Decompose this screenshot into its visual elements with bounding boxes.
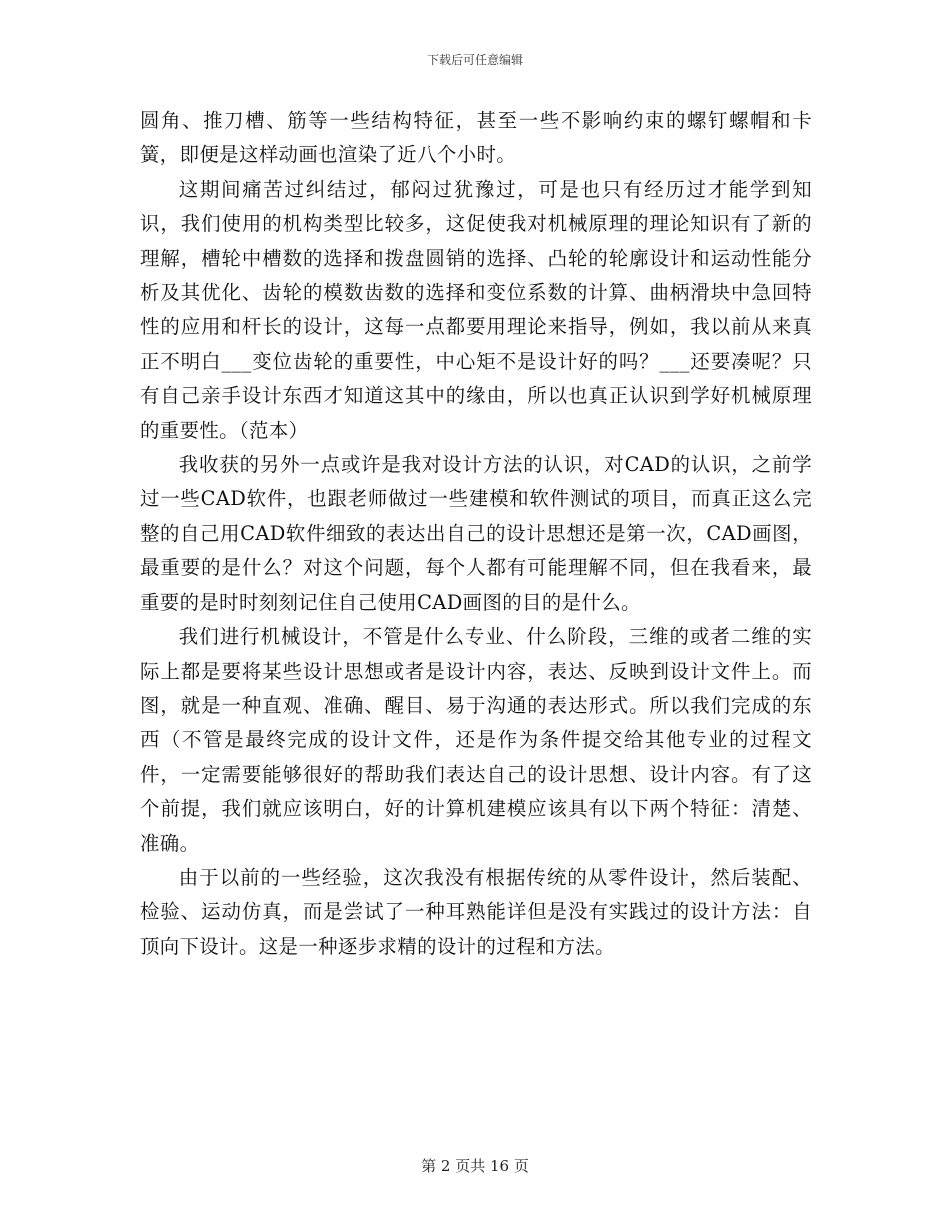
paragraph: 我收获的另外一点或许是我对设计方法的认识，对CAD的认识，之前学过一些CAD软件，也跟老师做过一些建模和软件测试的项目，而真正这么完整的自己用CAD软件细致的表达出自己的设计思想还是第一次，CAD画图，最重要的是什么？对这个问题，每个人都有可能理解不同，但在我看来，最重要的是时时刻刻记住自己使用CAD画图的目的是什么。 [140,453,812,614]
paragraph: 由于以前的一些经验，这次我没有根据传统的从零件设计，然后装配、检验、运动仿真，而是尝试了一种耳熟能详但是没有实践过的设计方法：自顶向下设计。这是一种逐步求精的设计的过程和方法。 [140,865,812,958]
paragraph: 我们进行机械设计，不管是什么专业、什么阶段，三维的或者二维的实际上都是要将某些设计思想或者是设计内容，表达、反映到设计文件上。而图，就是一种直观、准确、醒目、易于沟通的表达形式。所以我们完成的东西（不管是最终完成的设计文件，还是作为条件提交给其他专业的过程文件，一定需要能够很好的帮助我们表达自己的设计思想、设计内容。有了这个前提，我们就应该明白，好的计算机建模应该具有以下两个特征：清楚、准确。 [140,625,812,855]
page-number: 第 2 页共 16 页 [421,1157,529,1175]
paragraph-continued: 圆角、推刀槽、筋等一些结构特征，甚至一些不影响约束的螺钉螺帽和卡簧，即便是这样动画也渲染了近八个小时。 [140,109,812,167]
page-header-note: 下载后可任意编辑 [426,53,523,67]
document-body [140,104,812,964]
paragraph: 这期间痛苦过纠结过，郁闷过犹豫过，可是也只有经历过才能学到知识，我们使用的机构类型比较多，这促使我对机械原理的理论知识有了新的理解，槽轮中槽数的选择和拨盘圆销的选择、凸轮的轮廓设计和运动性能分析及其优化、齿轮的模数齿数的选择和变位系数的计算、曲柄滑块中急回特性的应用和杆长的设计，这每一点都要用理论来指导，例如，我以前从来真正不明白___变位齿轮的重要性，中心矩不是设计好的吗？___还要凑呢？只有自己亲手设计东西才知道这其中的缘由，所以也真正认识到学好机械原理的重要性。（范本） [140,177,812,442]
